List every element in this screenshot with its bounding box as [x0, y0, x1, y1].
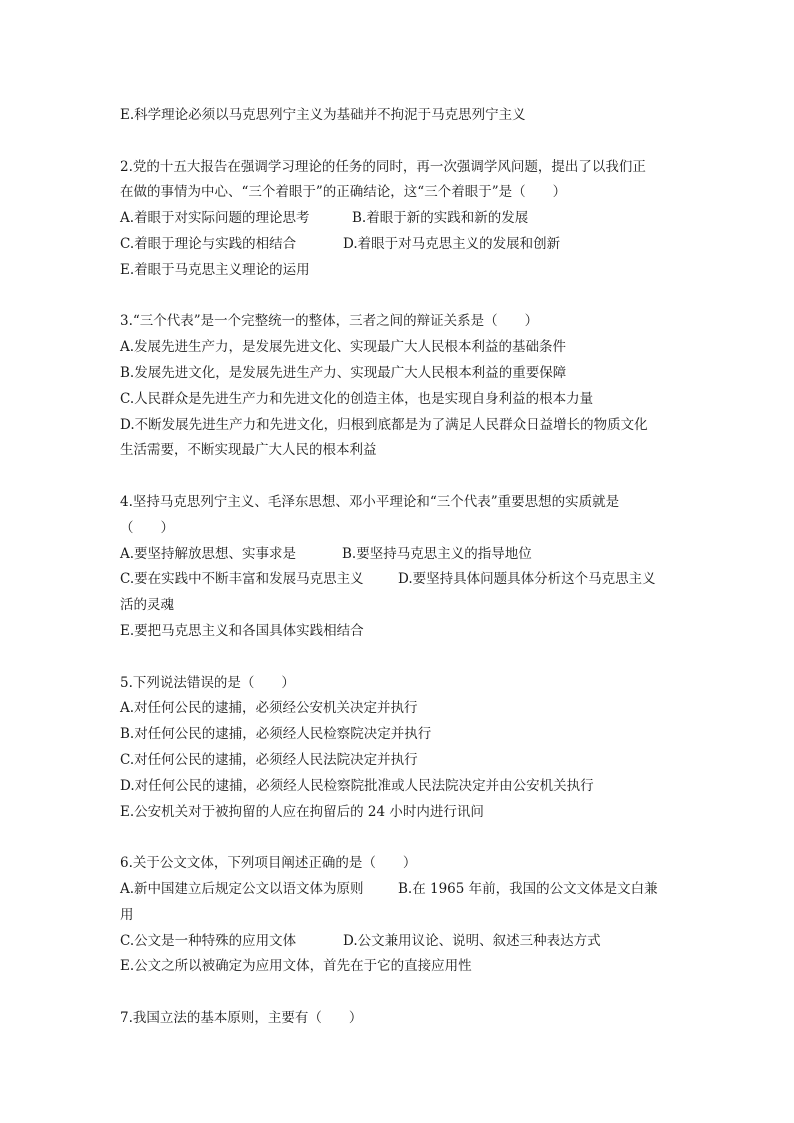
q6-stem: 6.关于公文文体，下列项目阐述正确的是（ ） — [120, 855, 417, 872]
q6-option-e: E.公文之所以被确定为应用文体，首先在于它的直接应用性 — [120, 958, 472, 975]
q6-option-b-line1: B.在 1965 年前，我国的公文文体是文白兼 — [398, 880, 658, 897]
document-page — [120, 103, 680, 1032]
q4-option-d-line2: 活的灵魂 — [120, 597, 174, 614]
spacer — [120, 129, 680, 155]
q4-options-cd — [120, 567, 680, 593]
q3-option-c: C.人民群众是先进生产力和先进文化的创造主体，也是实现自身利益的根本力量 — [120, 390, 594, 407]
spacer — [120, 284, 680, 310]
spacer — [120, 645, 680, 671]
q1-option-e: E.科学理论必须以马克思列宁主义为基础并不拘泥于马克思列宁主义 — [120, 107, 526, 123]
q4-option-c: C.要在实践中不断丰富和发展马克思主义 — [120, 571, 364, 588]
q6-options-ab — [120, 877, 680, 903]
q6-option-c: C.公文是一种特殊的应用文体 — [120, 932, 297, 949]
q6-options-cd — [120, 929, 680, 955]
q4-option-e: E.要把马克思主义和各国具体实践相结合 — [120, 622, 364, 639]
q2-option-e: E.着眼于马克思主义理论的运用 — [120, 261, 310, 278]
q3-stem: 3.“三个代表”是一个完整统一的整体，三者之间的辩证关系是（ ） — [120, 313, 539, 330]
q4-option-a: A.要坚持解放思想、实事求是 — [120, 545, 297, 562]
q2-options-ab — [120, 206, 680, 232]
q6-option-a: A.新中国建立后规定公文以语文体为原则 — [120, 880, 364, 897]
q4-options-ab — [120, 542, 680, 568]
q4-option-d-line1: D.要坚持具体问题具体分析这个马克思主义 — [398, 571, 656, 588]
q2-stem-line1: 2.党的十五大报告在强调学习理论的任务的同时，再一次强调学风问题，提出了以我们正 — [120, 158, 646, 175]
spacer — [120, 825, 680, 851]
spacer — [120, 464, 680, 490]
q2-option-a: A.着眼于对实际问题的理论思考 — [120, 210, 310, 227]
q7-stem: 7.我国立法的基本原则，主要有（ ） — [120, 1009, 363, 1026]
q2-stem-line2: 在做的事情为中心、“三个着眼于”的正确结论，这“三个着眼于”是（ ） — [120, 184, 567, 201]
q4-option-b: B.要坚持马克思主义的指导地位 — [342, 545, 532, 562]
q2-options-cd — [120, 232, 680, 258]
q3-option-a: A.发展先进生产力，是发展先进文化、实现最广大人民根本利益的基础条件 — [120, 339, 567, 356]
spacer — [120, 980, 680, 1006]
q3-option-d-line2: 生活需要，不断实现最广大人民的根本利益 — [120, 442, 377, 459]
q3-option-b: B.发展先进文化，是发展先进生产力、实现最广大人民根本利益的重要保障 — [120, 364, 567, 381]
q5-option-b: B.对任何公民的逮捕，必须经人民检察院决定并执行 — [120, 726, 432, 743]
q5-option-c: C.对任何公民的逮捕，必须经人民法院决定并执行 — [120, 751, 418, 768]
q5-stem: 5.下列说法错误的是（ ） — [120, 674, 295, 691]
q5-option-d: D.对任何公民的逮捕，必须经人民检察院批准或人民法院决定并由公安机关执行 — [120, 777, 594, 794]
q6-option-d: D.公文兼用议论、说明、叙述三种表达方式 — [343, 932, 601, 949]
q5-option-e: E.公安机关对于被拘留的人应在拘留后的 24 小时内进行讯问 — [120, 803, 484, 820]
q5-option-a: A.对任何公民的逮捕，必须经公安机关决定并执行 — [120, 700, 418, 717]
q2-option-d: D.着眼于对马克思主义的发展和创新 — [343, 235, 561, 252]
q2-option-b: B.着眼于新的实践和新的发展 — [352, 210, 529, 227]
q3-option-d-line1: D.不断发展先进生产力和先进文化，归根到底都是为了满足人民群众日益增长的物质文化 — [120, 416, 648, 433]
q6-option-b-line2: 用 — [120, 906, 134, 923]
q2-option-c: C.着眼于理论与实践的相结合 — [120, 235, 297, 252]
q4-stem-line2: （ ） — [120, 519, 174, 536]
q4-stem-line1: 4.坚持马克思列宁主义、毛泽东思想、邓小平理论和“三个代表”重要思想的实质就是 — [120, 493, 620, 510]
